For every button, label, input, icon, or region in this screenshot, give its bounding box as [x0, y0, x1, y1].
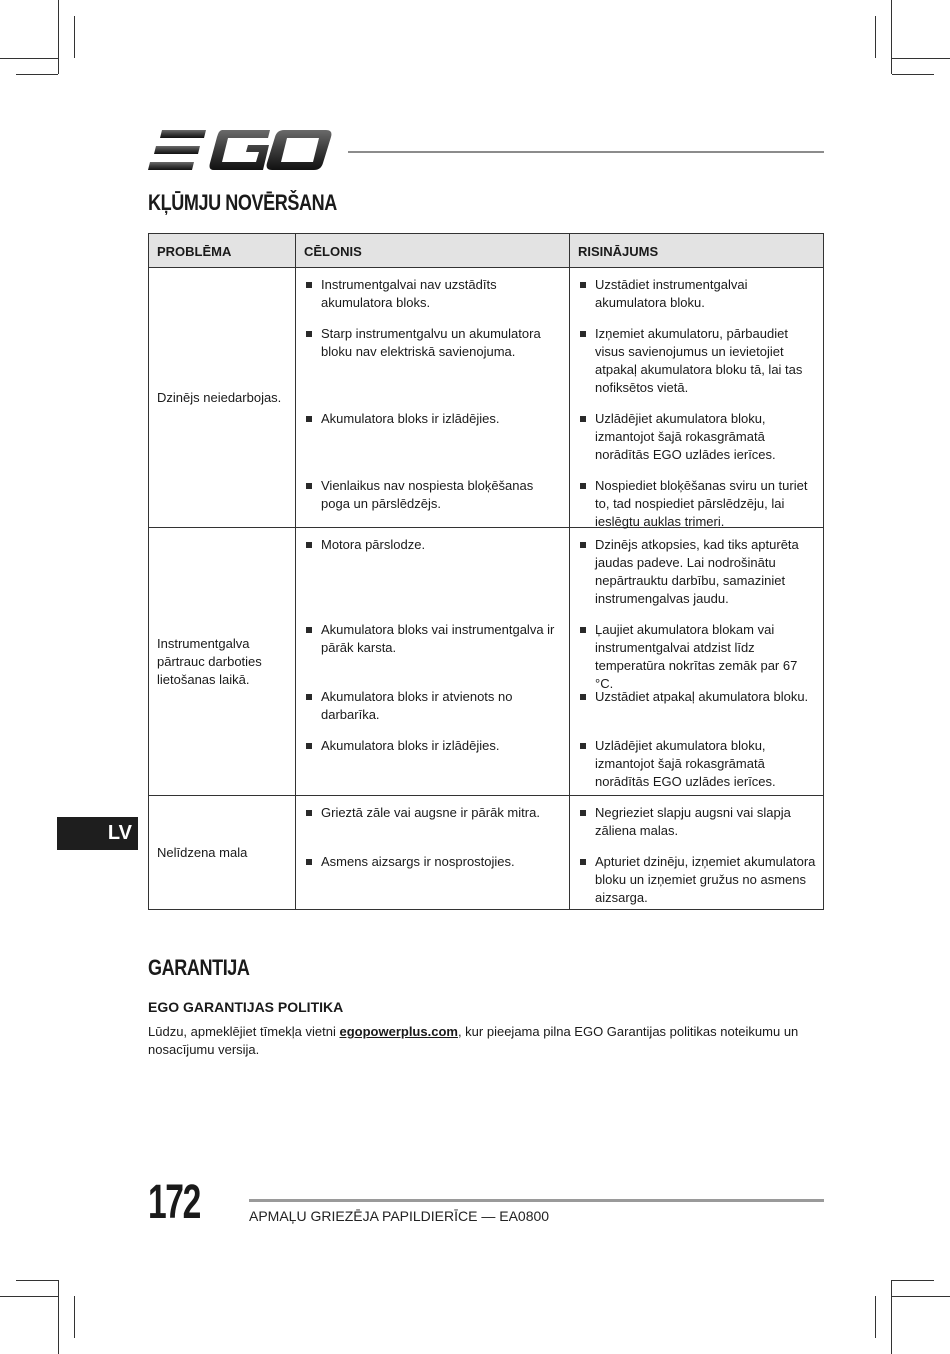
- cause-item: Akumulatora bloks ir izlādējies.: [296, 737, 569, 795]
- solution-item: Ļaujiet akumulatora blokam vai instrumentgalvai atdzist līdz temperatūra nokrītas zemāk par 67 °C.: [570, 621, 823, 688]
- warranty-text-before: Lūdzu, apmeklējiet tīmekļa vietni: [148, 1024, 340, 1039]
- footer-product: APMAĻU GRIEZĒJA PAPILDIERĪCE — EA0800: [249, 1208, 550, 1224]
- cause-cell: [296, 268, 570, 528]
- cause-item: Akumulatora bloks vai instrumentgalva ir pārāk karsta.: [296, 621, 569, 688]
- warranty-subtitle: EGO GARANTIJAS POLITIKA: [148, 999, 344, 1015]
- table-row: [149, 268, 824, 528]
- cause-item: Grieztā zāle vai augsne ir pārāk mitra.: [296, 804, 569, 853]
- table-header-row: [149, 234, 824, 268]
- table-row: [149, 796, 824, 910]
- solution-cell: [570, 268, 824, 528]
- solution-item: Dzinējs atkopsies, kad tiks apturēta jaudas padeve. Lai nodrošinātu nepārtrauktu darbību, samaziniet instrumengalvas jaudu.: [570, 536, 823, 621]
- warranty-text-after: , kur pieejama pilna EGO Garantijas politikas noteikumu un nosacījumu versija.: [148, 1024, 799, 1057]
- cause-item: Starp instrumentgalvu un akumulatora bloku nav elektriskā savienojuma.: [296, 325, 569, 410]
- solution-item: Uzlādējiet akumulatora bloku, izmantojot šajā rokasgrāmatā norādītās EGO uzlādes ierīces.: [570, 737, 823, 795]
- solution-item: Apturiet dzinēju, izņemiet akumulatora bloku un izņemiet gružus no asmens aizsarga.: [570, 853, 823, 909]
- cause-item: Instrumentgalvai nav uzstādīts akumulatora bloks.: [296, 276, 569, 325]
- solution-item: Izņemiet akumulatoru, pārbaudiet visus savienojumus un ievietojiet atpakaļ akumulatora bloku tā, lai tas nofiksētos vietā.: [570, 325, 823, 410]
- page-number: 172: [148, 1176, 200, 1229]
- solution-cell: [570, 796, 824, 910]
- solution-item: Uzstādiet atpakaļ akumulatora bloku.: [570, 688, 823, 737]
- column-header-solution: RISINĀJUMS: [570, 234, 824, 268]
- troubleshooting-table: [148, 233, 824, 910]
- header-rule: [348, 151, 824, 153]
- problem-cell: Instrumentgalva pārtrauc darboties lietošanas laikā.: [149, 528, 296, 796]
- cause-item: Asmens aizsargs ir nosprostojies.: [296, 853, 569, 909]
- solution-item: Nospiediet bloķēšanas sviru un turiet to, tad nospiediet pārslēdzēju, lai ieslēgtu auklas trimeri.: [570, 477, 823, 527]
- warranty-link[interactable]: egopowerplus.com: [339, 1024, 458, 1039]
- cause-cell: [296, 796, 570, 910]
- footer-rule: [249, 1199, 824, 1202]
- cause-item: Akumulatora bloks ir atvienots no darbarīka.: [296, 688, 569, 737]
- ego-logo: [148, 128, 332, 172]
- page-title: KĻŪMJU NOVĒRŠANA: [148, 190, 337, 215]
- language-tab: LV: [57, 817, 138, 850]
- cause-cell: [296, 528, 570, 796]
- solution-item: Uzlādējiet akumulatora bloku, izmantojot šajā rokasgrāmatā norādītās EGO uzlādes ierīces.: [570, 410, 823, 477]
- cause-item: Motora pārslodze.: [296, 536, 569, 621]
- solution-item: Uzstādiet instrumentgalvai akumulatora bloku.: [570, 276, 823, 325]
- warranty-paragraph: [148, 1023, 808, 1059]
- warranty-title: GARANTIJA: [148, 955, 250, 980]
- problem-cell: Dzinējs neiedarbojas.: [149, 268, 296, 528]
- solution-item: Negrieziet slapju augsni vai slapja zāliena malas.: [570, 804, 823, 853]
- table-row: [149, 528, 824, 796]
- problem-cell: Nelīdzena mala: [149, 796, 296, 910]
- solution-cell: [570, 528, 824, 796]
- column-header-cause: CĒLONIS: [296, 234, 570, 268]
- cause-item: Vienlaikus nav nospiesta bloķēšanas poga un pārslēdzējs.: [296, 477, 569, 527]
- cause-item: Akumulatora bloks ir izlādējies.: [296, 410, 569, 477]
- column-header-problem: PROBLĒMA: [149, 234, 296, 268]
